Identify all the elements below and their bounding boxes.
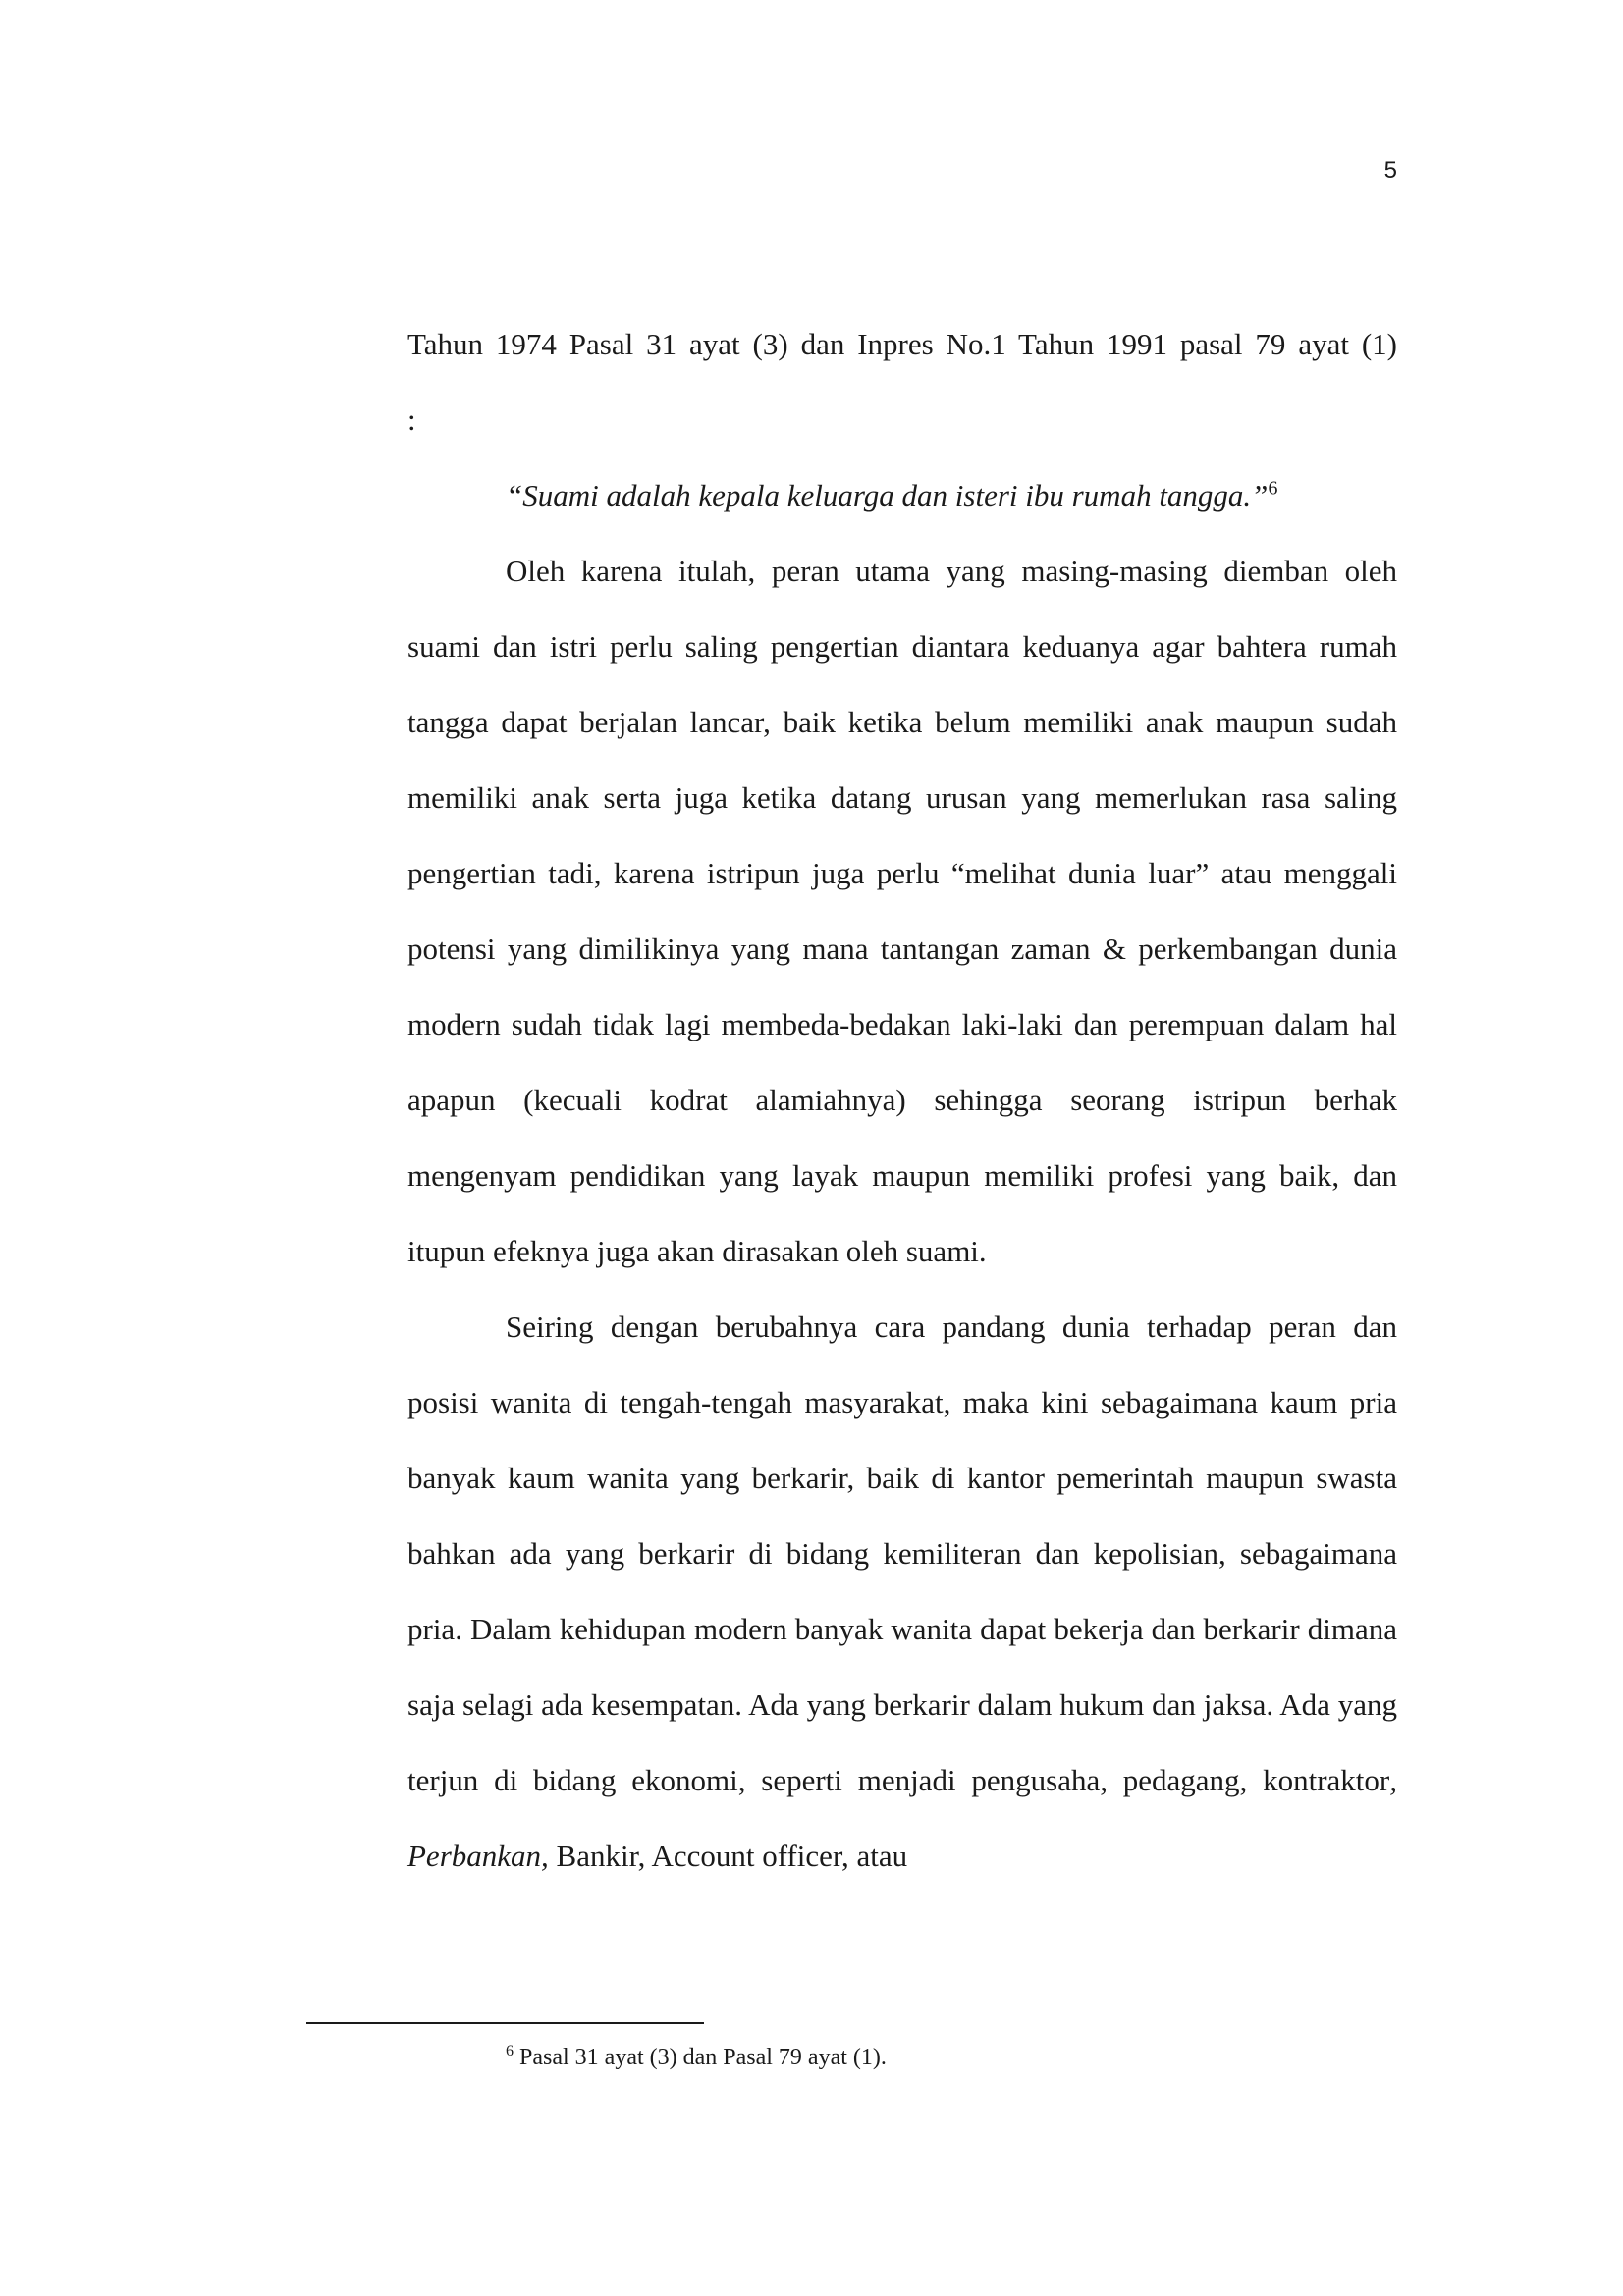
quote-text: “Suami adalah kepala keluarga dan isteri ibu rumah tangga.”	[506, 478, 1269, 512]
lead-colon: :	[407, 402, 416, 437]
paragraph-2	[407, 1289, 1397, 1894]
footnote	[506, 2042, 887, 2073]
footnote-number: 6	[506, 2043, 514, 2059]
paragraph-2-text: Seiring dengan berubahnya cara pandang dunia terhadap peran dan posisi wanita di tengah-tengah masyarakat, maka kini sebagaimana kaum pria banyak kaum wanita yang berkarir, baik di kantor pemerintah maupun swasta bahkan ada yang berkarir di bidang kemiliteran dan kepolisian, sebagaimana pria. Dalam kehidupan modern banyak wanita dapat bekerja dan berkarir dimana saja selagi ada kesempatan. Ada yang berkarir dalam hukum dan jaksa. Ada yang terjun di bidang ekonomi, seperti menjadi pengusaha, pedagang, kontraktor	[407, 1309, 1397, 1797]
lead-line: Tahun 1974 Pasal 31 ayat (3) dan Inpres No.1 Tahun 1991 pasal 79 ayat (1)	[407, 327, 1397, 361]
footnote-text: Pasal 31 ayat (3) dan Pasal 79 ayat (1).	[514, 2045, 887, 2070]
paragraph-2-tail: Bankir, Account officer, atau	[548, 1839, 908, 1873]
footnote-ref: 6	[1268, 477, 1278, 500]
block-quote	[407, 457, 1397, 533]
paragraph-2-italic: , Perbankan,	[407, 1763, 1397, 1873]
body-text	[407, 306, 1397, 1894]
page-number: 5	[1383, 157, 1397, 184]
paragraph-1: Oleh karena itulah, peran utama yang masing-masing diemban oleh suami dan istri perlu saling pengertian diantara keduanya agar bahtera rumah tangga dapat berjalan lancar, baik ketika belum memiliki anak maupun sudah memiliki anak serta juga ketika datang urusan yang memerlukan rasa saling pengertian tadi, karena istripun juga perlu “melihat dunia luar” atau menggali potensi yang dimilikinya yang mana tantangan zaman & perkembangan dunia modern sudah tidak lagi membeda-bedakan laki-laki dan perempuan dalam hal apapun (kecuali kodrat alamiahnya) sehingga seorang istripun berhak mengenyam pendidikan yang layak maupun memiliki profesi yang baik, dan itupun efeknya juga akan dirasakan oleh suami.	[407, 554, 1397, 1268]
footnote-divider	[306, 2022, 704, 2024]
